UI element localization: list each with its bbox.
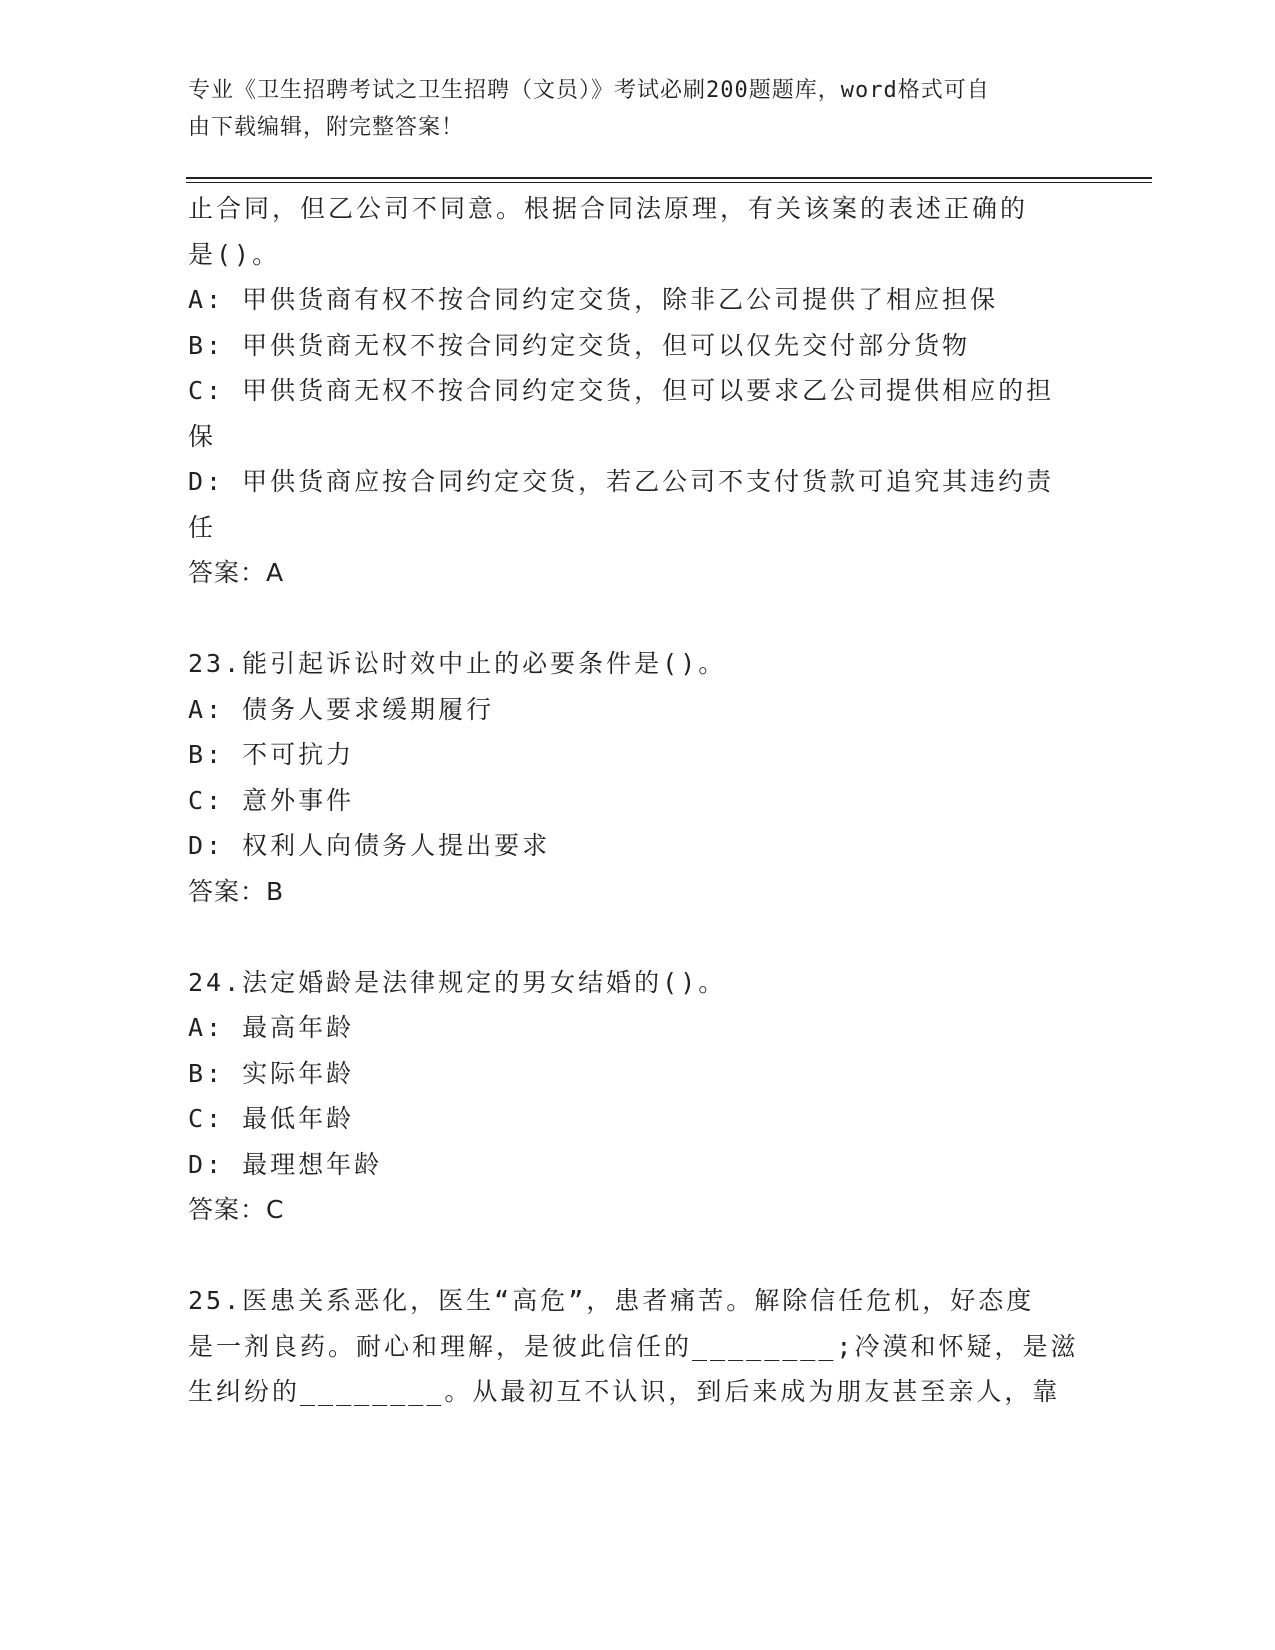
header-title-line-1: 专业《卫生招聘考试之卫生招聘（文员）》考试必刷200题题库，word格式可自 bbox=[188, 78, 990, 103]
option-d: D: 权利人向债务人提出要求 bbox=[188, 831, 551, 860]
question-23 bbox=[188, 641, 1068, 914]
question-25 bbox=[188, 1278, 1079, 1415]
option-c: C: 意外事件 bbox=[188, 785, 355, 815]
answer-line: 答案：A bbox=[188, 558, 285, 587]
option-a: A: 甲供货商有权不按合同约定交货，除非乙公司提供了相应担保 bbox=[188, 285, 999, 314]
option-d: D: 最理想年龄 bbox=[188, 1149, 383, 1179]
option-d: D: 甲供货商应按合同约定交货，若乙公司不支付货款可追究其违约责 bbox=[188, 467, 1055, 496]
question-stem-line: 25.医患关系恶化，医生“高危”，患者痛苦。解除信任危机，好态度 bbox=[188, 1286, 1035, 1315]
option-b: B: 实际年龄 bbox=[188, 1058, 355, 1088]
header-divider-thick bbox=[186, 177, 1152, 179]
option-c: C: 最低年龄 bbox=[188, 1104, 355, 1133]
page-header bbox=[188, 72, 1068, 146]
question-24 bbox=[188, 960, 1068, 1233]
question-stem: 24.法定婚龄是法律规定的男女结婚的()。 bbox=[188, 967, 727, 997]
question-stem: 23.能引起诉讼时效中止的必要条件是()。 bbox=[188, 649, 727, 678]
answer-line: 答案：C bbox=[188, 1195, 285, 1224]
header-divider-thin bbox=[186, 182, 1152, 183]
option-a: A: 债务人要求缓期履行 bbox=[188, 694, 495, 724]
option-c-continued: 保 bbox=[188, 421, 217, 451]
header-title-line-2: 由下载编辑，附完整答案！ bbox=[188, 115, 465, 140]
question-stem-line: 是()。 bbox=[188, 239, 281, 269]
option-b: B: 不可抗力 bbox=[188, 740, 355, 769]
option-d-continued: 任 bbox=[188, 512, 217, 542]
option-a: A: 最高年龄 bbox=[188, 1013, 355, 1042]
question-22 bbox=[188, 186, 1068, 596]
question-stem-line: 是一剂良药。耐心和理解，是彼此信任的________;冷漠和怀疑，是滋 bbox=[188, 1331, 1079, 1361]
document-body bbox=[188, 186, 1079, 1415]
option-b: B: 甲供货商无权不按合同约定交货，但可以仅先交付部分货物 bbox=[188, 330, 971, 360]
question-stem-line: 止合同，但乙公司不同意。根据合同法原理，有关该案的表述正确的 bbox=[188, 194, 1029, 223]
answer-line: 答案：B bbox=[188, 876, 285, 906]
option-c: C: 甲供货商无权不按合同约定交货，但可以要求乙公司提供相应的担 bbox=[188, 376, 1055, 405]
question-stem-line: 生纠纷的________。从最初互不认识，到后来成为朋友甚至亲人，靠 bbox=[188, 1377, 1061, 1406]
